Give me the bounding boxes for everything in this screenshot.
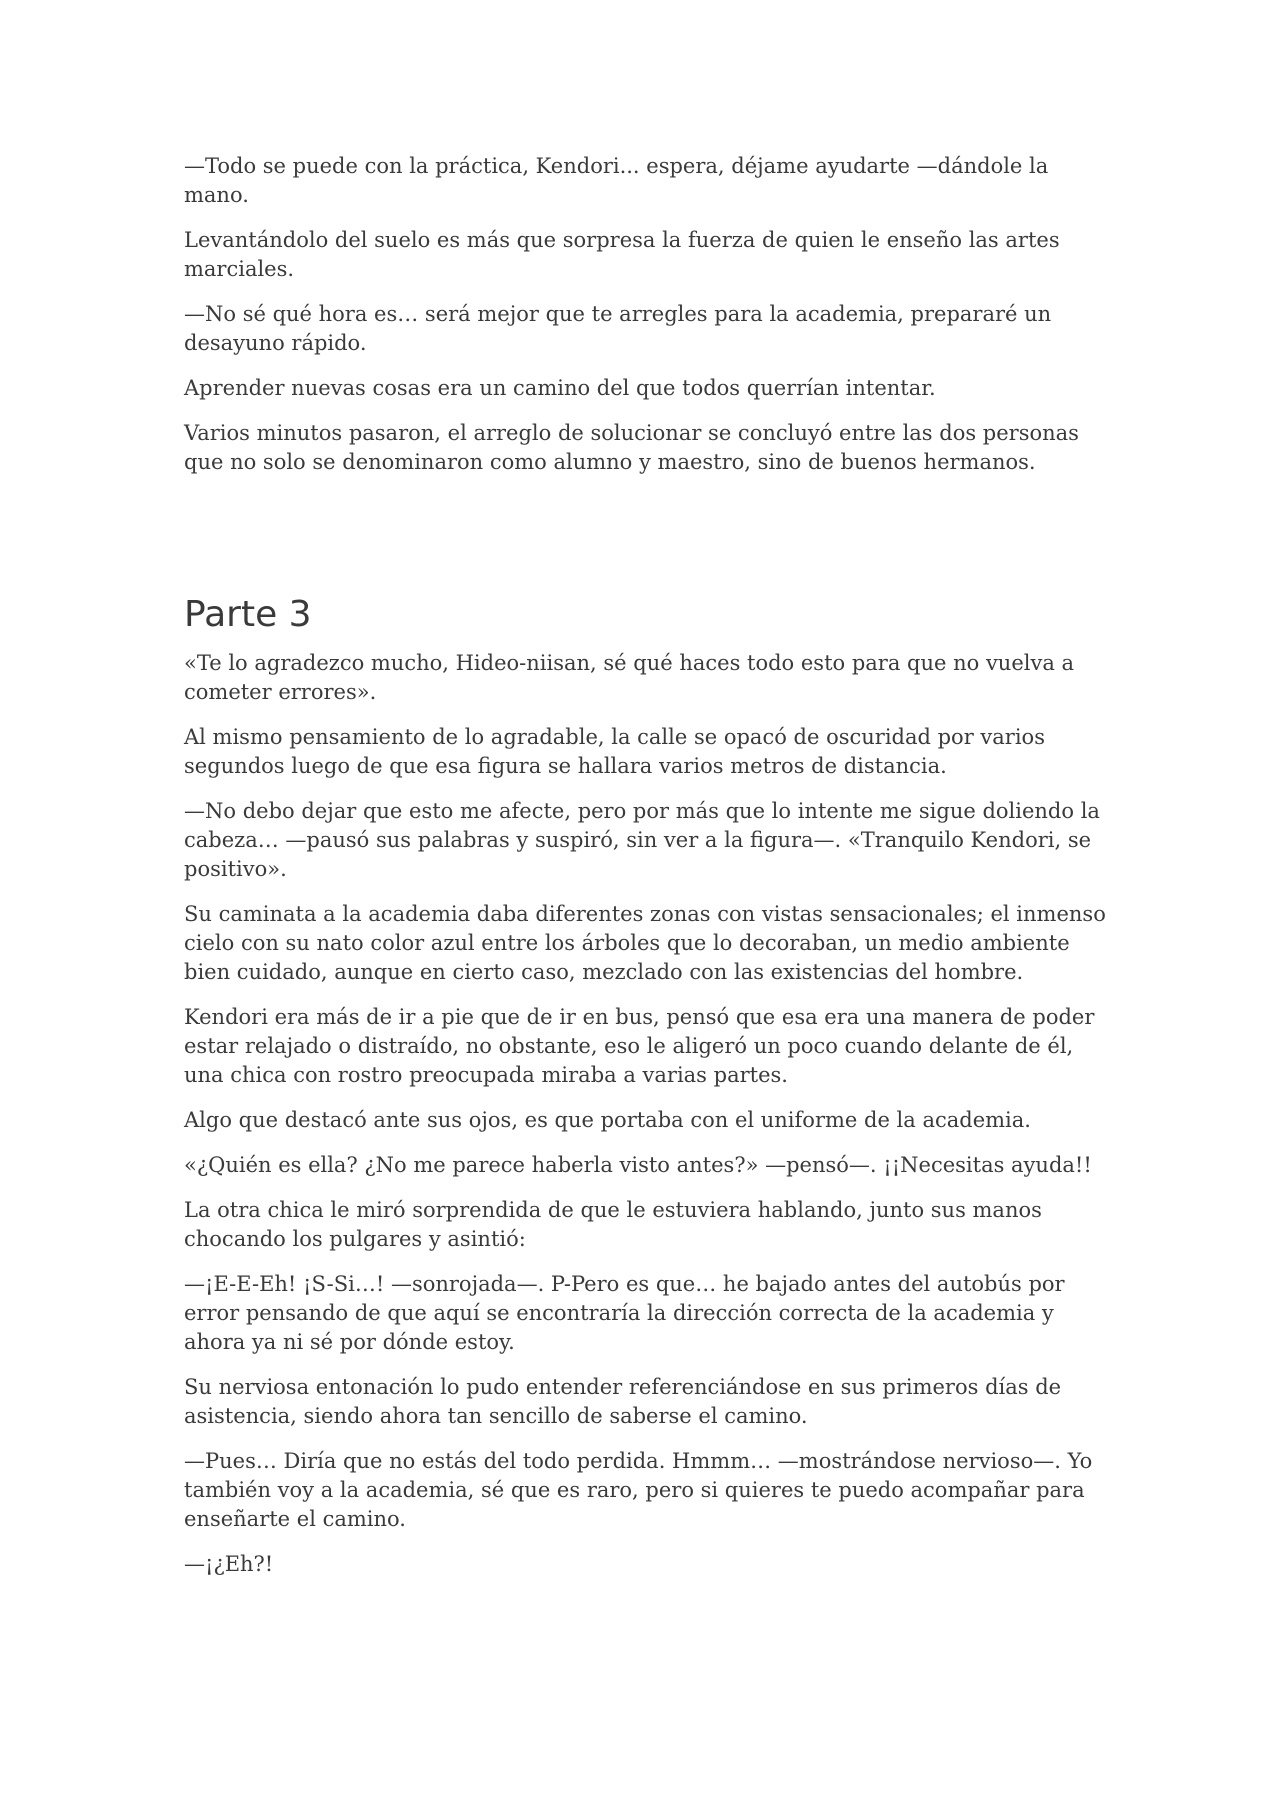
paragraph: Varios minutos pasaron, el arreglo de solucionar se concluyó entre las dos personas que no solo se denominaron como alumno y maestro, sino de buenos hermanos. xyxy=(184,421,1079,474)
paragraph: —¡E-E-Eh! ¡S-Si…! —sonrojada—. P-Pero es que… he bajado antes del autobús por error pensando de que aquí se encontraría la dirección correcta de la academia y ahora ya ni sé por dónde estoy. xyxy=(184,1272,1065,1354)
paragraph: Aprender nuevas cosas era un camino del que todos querrían intentar. xyxy=(184,376,936,400)
paragraph: Al mismo pensamiento de lo agradable, la calle se opacó de oscuridad por varios segundos luego de que esa figura se hallara varios metros de distancia. xyxy=(184,725,1045,778)
paragraph: —No debo dejar que esto me afecte, pero por más que lo intente me sigue doliendo la cabeza… —pausó sus palabras y suspiró, sin ver a la figura—. «Tranquilo Kendori, se positivo». xyxy=(184,799,1100,881)
paragraph: Algo que destacó ante sus ojos, es que portaba con el uniforme de la academia. xyxy=(184,1108,1031,1132)
paragraph: —¡¿Eh?! xyxy=(184,1552,274,1576)
section-title: Parte 3 xyxy=(184,594,312,635)
paragraph: Su caminata a la academia daba diferentes zonas con vistas sensacionales; el inmenso cielo con su nato color azul entre los árboles que lo decoraban, un medio ambiente bien cuidado, aunque en cierto caso, mezclado con las existencias del hombre. xyxy=(184,902,1106,984)
page-content xyxy=(184,152,1114,1595)
paragraph: —Pues… Diría que no estás del todo perdida. Hmmm… —mostrándose nervioso—. Yo también voy a la academia, sé que es raro, pero si quieres te puedo acompañar para enseñarte el camino. xyxy=(184,1449,1093,1531)
paragraph: Kendori era más de ir a pie que de ir en bus, pensó que esa era una manera de poder estar relajado o distraído, no obstante, eso le aligeró un poco cuando delante de él, una chica con rostro preocupada miraba a varias partes. xyxy=(184,1005,1095,1087)
paragraph: La otra chica le miró sorprendida de que le estuviera hablando, junto sus manos chocando los pulgares y asintió: xyxy=(184,1198,1042,1251)
paragraph: «¿Quién es ella? ¿No me parece haberla visto antes?» —pensó—. ¡¡Necesitas ayuda!! xyxy=(184,1153,1092,1177)
paragraph: —Todo se puede con la práctica, Kendori... espera, déjame ayudarte —dándole la mano. xyxy=(184,154,1049,207)
paragraph: «Te lo agradezco mucho, Hideo-niisan, sé qué haces todo esto para que no vuelva a cometer errores». xyxy=(184,651,1075,704)
paragraph: —No sé qué hora es… será mejor que te arregles para la academia, prepararé un desayuno rápido. xyxy=(184,302,1052,355)
paragraph: Su nerviosa entonación lo pudo entender referenciándose en sus primeros días de asistencia, siendo ahora tan sencillo de saberse el camino. xyxy=(184,1375,1062,1428)
paragraph: Levantándolo del suelo es más que sorpresa la fuerza de quien le enseño las artes marciales. xyxy=(184,228,1060,281)
